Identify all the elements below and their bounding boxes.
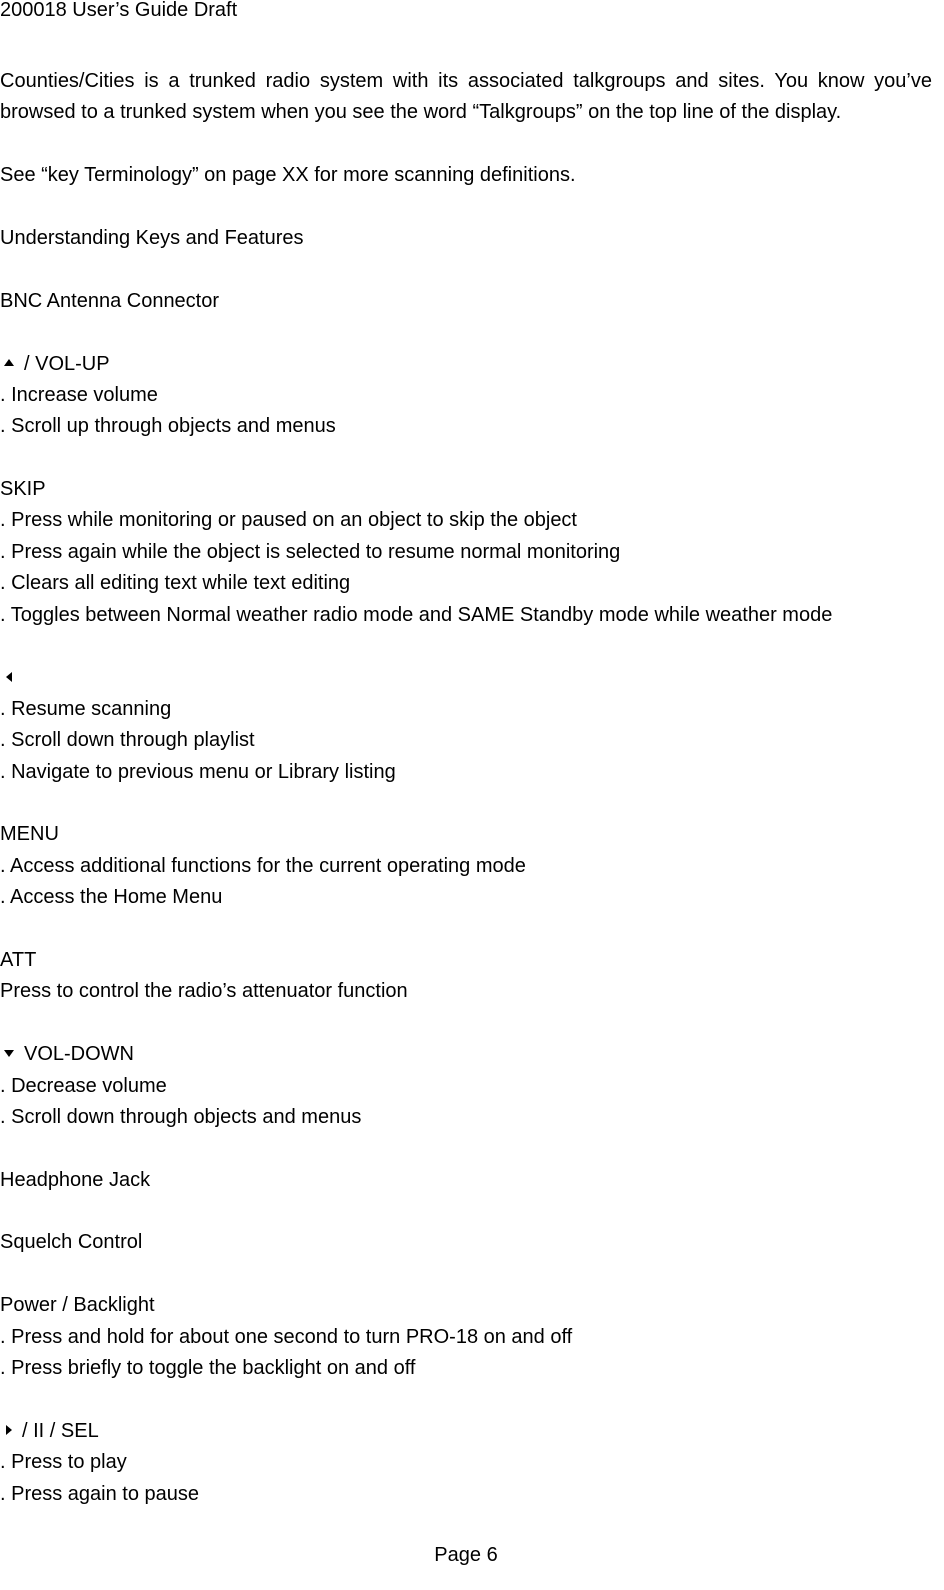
key-title-label: MENU — [0, 823, 59, 846]
key-title-label: BNC Antenna Connector — [0, 289, 220, 312]
key-description: . Press and hold for about one second to turn PRO-18 on and off — [0, 1325, 573, 1348]
key-title — [0, 819, 932, 850]
page-header: 200018 User’s Guide Draft — [0, 0, 238, 21]
key-title-label: VOL-DOWN — [24, 1043, 134, 1066]
key-title — [0, 1227, 932, 1258]
up-triangle-icon — [4, 359, 14, 366]
key-description: . Access the Home Menu — [0, 886, 223, 909]
right-triangle-icon — [6, 1425, 12, 1435]
down-triangle-icon — [4, 1050, 14, 1057]
key-description: . Resume scanning — [0, 697, 172, 720]
key-description: . Press to play — [0, 1451, 127, 1474]
key-description: . Toggles between Normal weather radio mode and SAME Standby mode while weather mode — [0, 603, 833, 626]
key-description: . Access additional functions for the current operating mode — [0, 854, 526, 877]
key-title — [0, 662, 932, 693]
key-title-label: ATT — [0, 948, 37, 971]
key-description: . Press briefly to toggle the backlight on and off — [0, 1357, 416, 1380]
key-description: . Navigate to previous menu or Library listing — [0, 760, 396, 783]
key-description: Press to control the radio’s attenuator function — [0, 980, 408, 1003]
key-title — [0, 286, 932, 317]
key-title — [0, 1165, 932, 1196]
key-description: . Scroll down through objects and menus — [0, 1105, 362, 1128]
key-title — [0, 1290, 932, 1321]
key-title — [0, 349, 932, 380]
key-title-label: / II / SEL — [22, 1419, 99, 1442]
intro-line-2: browsed to a trunked system when you see the word “Talkgroups” on the top line of the display. — [0, 101, 842, 124]
key-title-label: / VOL-UP — [24, 352, 110, 375]
key-description: . Increase volume — [0, 383, 158, 406]
key-title — [0, 474, 932, 505]
key-title-label: SKIP — [0, 478, 46, 501]
key-list — [0, 286, 932, 1510]
key-title-label: Headphone Jack — [0, 1168, 151, 1191]
key-title-label: Power / Backlight — [0, 1294, 155, 1317]
key-description: . Clears all editing text while text editing — [0, 572, 351, 595]
key-description: . Press again while the object is selected to resume normal monitoring — [0, 540, 621, 563]
key-title — [0, 945, 932, 976]
see-also-text: See “key Terminology” on page XX for more scanning definitions. — [0, 164, 576, 187]
key-description: . Scroll up through objects and menus — [0, 415, 336, 438]
document-body — [0, 66, 932, 1510]
key-title-label: Squelch Control — [0, 1231, 143, 1254]
key-description: . Press while monitoring or paused on an object to skip the object — [0, 509, 577, 532]
key-description: . Press again to pause — [0, 1482, 200, 1505]
section-title: Understanding Keys and Features — [0, 226, 304, 249]
key-title — [0, 1039, 932, 1070]
key-description: . Decrease volume — [0, 1074, 167, 1097]
intro-line-1: Counties/Cities is a trunked radio system with its associated talkgroups and sites. You know you’ve — [0, 70, 932, 92]
page-number: Page 6 — [434, 1544, 498, 1566]
key-description: . Scroll down through playlist — [0, 729, 255, 752]
key-title — [0, 1416, 932, 1447]
left-triangle-icon — [6, 672, 12, 682]
